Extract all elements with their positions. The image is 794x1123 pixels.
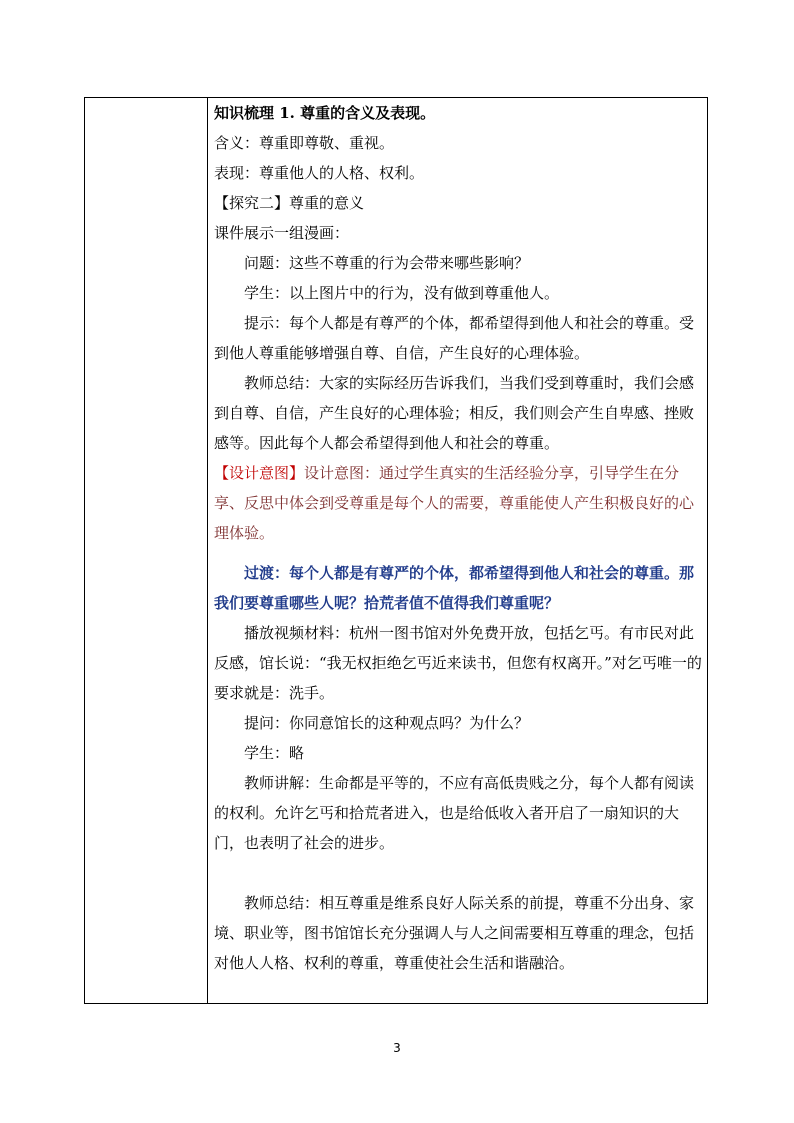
- hint-paragraph: 提示：每个人都是有尊严的个体，都希望得到他人和社会的尊重。受到他人尊重能够增强自尊、自信，产生良好的心理体验。: [214, 314, 695, 362]
- column-divider: [207, 97, 208, 1004]
- answer-2: 学生：略: [244, 744, 305, 762]
- design-text: 设计意图：通过学生真实的生活经验分享，引导学生在分享、反思中体会到受尊重是每个人的需要，尊重能使人产生积极良好的心理体验。: [214, 464, 695, 542]
- spacer: [214, 548, 704, 558]
- lecture-paragraph: 教师讲解：生命都是平等的，不应有高低贵贱之分，每个人都有阅读的权利。允许乞丐和拾荒者进入，也是给低收入者开启了一扇知识的大门，也表明了社会的进步。: [214, 774, 695, 852]
- question-2: 提问：你同意馆长的这种观点吗？为什么？: [244, 714, 530, 732]
- summary-1: 教师总结：大家的实际经历告诉我们，当我们受到尊重时，我们会感到自尊、自信，产生良好的心理体验；相反，我们则会产生自卑感、挫败感等。因此每个人都会希望得到他人和社会的尊重。: [214, 374, 695, 452]
- summary-2: 教师总结：相互尊重是维系良好人际关系的前提，尊重不分出身、家境、职业等，图书馆馆长充分强调人与人之间需要相互尊重的理念，包括对他人人格、权利的尊重，尊重使社会生活和谐融洽。: [214, 894, 695, 972]
- question-1: 问题：这些不尊重的行为会带来哪些影响？: [244, 254, 530, 272]
- page-number: 3: [393, 1041, 401, 1055]
- content-cell: [214, 98, 704, 978]
- explore-title: 尊重的意义: [289, 194, 365, 212]
- knowledge-heading: 知识梳理 1. 尊重的含义及表现。: [214, 104, 436, 122]
- design-intent: [214, 458, 704, 548]
- explore-tag: 【探究二】: [214, 194, 290, 212]
- answer-1: 学生：以上图片中的行为，没有做到尊重他人。: [244, 284, 560, 302]
- comics-line: 课件展示一组漫画：: [214, 224, 350, 242]
- explore-line: [214, 188, 704, 218]
- spacer: [214, 858, 704, 888]
- meaning-line: 含义：尊重即尊敬、重视。: [214, 134, 395, 152]
- expression-line: 表现：尊重他人的人格、权利。: [214, 164, 425, 182]
- transition-paragraph: 过渡：每个人都是有尊严的个体，都希望得到他人和社会的尊重。那我们要尊重哪些人呢？拾荒者值不值得我们尊重呢？: [214, 564, 695, 612]
- video-paragraph: 播放视频材料：杭州一图书馆对外免费开放，包括乞丐。有市民对此反感，馆长说：“我无权拒绝乞丐近来读书，但您有权离开。”对乞丐唯一的要求就是：洗手。: [214, 624, 702, 702]
- design-tag: 【设计意图】: [214, 464, 305, 482]
